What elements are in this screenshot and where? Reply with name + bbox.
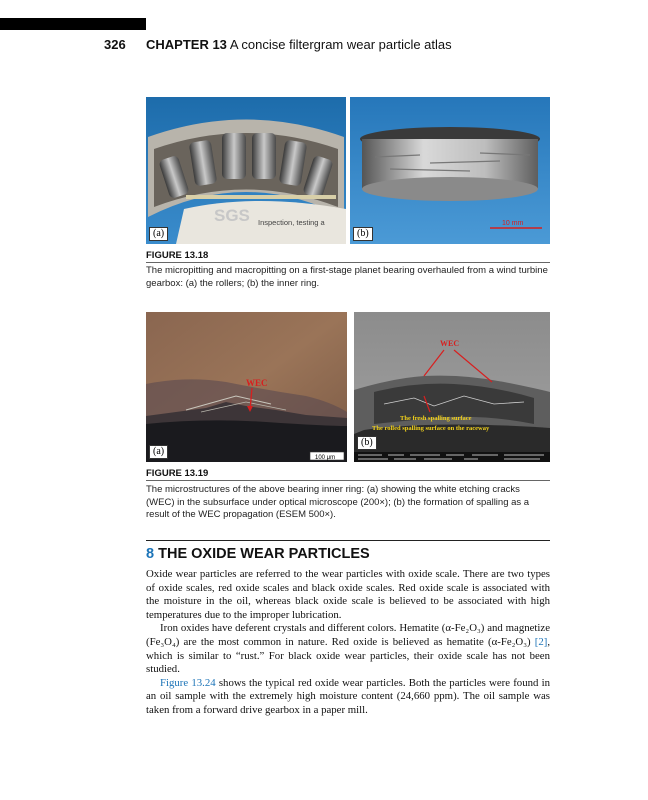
figure-13-18-title: FIGURE 13.18 bbox=[146, 250, 209, 261]
reference-link[interactable]: [2] bbox=[534, 635, 548, 648]
hematite-formula: α-Fe₂O₃ bbox=[491, 635, 527, 648]
hematite-formula: α-Fe₂O₃ bbox=[445, 622, 481, 635]
magnetite-formula: Fe₃O₄ bbox=[149, 635, 176, 648]
panel-label: (a) bbox=[149, 445, 168, 459]
figure-13-19-title: FIGURE 13.19 bbox=[146, 468, 209, 479]
fig-13-19a-photo bbox=[146, 312, 347, 462]
spall-text-rolled: The rolled spalling surface on the raceway bbox=[372, 425, 490, 432]
paragraph-2 bbox=[146, 622, 550, 676]
figure-link[interactable]: Figure 13.24 bbox=[160, 676, 216, 689]
chapter-title: A concise filtergram wear particle atlas bbox=[229, 37, 452, 52]
sgs-logo-text: SGS bbox=[214, 206, 250, 225]
spall-text-fresh: The fresh spalling surface bbox=[400, 415, 472, 422]
section-number: 8 bbox=[146, 546, 155, 562]
figure-13-19-caption: The microstructures of the above bearing inner ring: (a) showing the white etching cracks (WEC) in the subsurface under optical microscope (200×); (b) the formation of spalling as a result of the WEC propagation (ESEM 500×). bbox=[146, 484, 530, 520]
text-run: ) and magnetize ( bbox=[146, 622, 550, 648]
section-rule bbox=[146, 540, 550, 541]
paragraph-1: Oxide wear particles are referred to the wear particles with oxide scale. There are two types of oxide scales, red oxide scales and black oxide scales. Red oxide scale is associated with the moisture in the oil, whereas black oxide scale is believed to be associated with high temperatures due to the improper lubrication. bbox=[146, 568, 550, 621]
panel-label: (a) bbox=[149, 227, 168, 241]
chapter-header bbox=[146, 37, 452, 52]
text-run: , which is similar to “rust.” For black oxide wear particles, their oxide scale has not been studied. bbox=[146, 635, 551, 676]
fig-13-19b-photo bbox=[354, 312, 550, 462]
paragraph-3 bbox=[146, 677, 550, 718]
figure-rule bbox=[146, 262, 550, 263]
figure-rule bbox=[146, 480, 550, 481]
section-heading bbox=[146, 546, 370, 562]
section-title: THE OXIDE WEAR PARTICLES bbox=[158, 546, 370, 562]
chapter-label: CHAPTER 13 bbox=[146, 37, 227, 52]
inner-ring-image bbox=[350, 97, 550, 244]
section-body bbox=[146, 568, 550, 718]
fig-13-18b-photo bbox=[350, 97, 550, 244]
sticker-text: Inspection, testing a bbox=[258, 218, 325, 227]
scale-bar-text: 10 mm bbox=[502, 220, 524, 227]
text-run: ) bbox=[526, 635, 535, 648]
text-run: Iron oxides have deferent crystals and different colors. Hematite ( bbox=[160, 622, 446, 635]
scale-bar-text: 100 μm bbox=[315, 455, 336, 461]
page-number: 326 bbox=[104, 37, 126, 52]
panel-label: (b) bbox=[357, 436, 377, 450]
wec-annotation: WEC bbox=[246, 378, 268, 388]
figure-13-18-caption: The micropitting and macropitting on a first-stage planet bearing overhauled from a wind turbine gearbox: (a) the rollers; (b) the inner ring. bbox=[146, 265, 548, 289]
text-run: ) are the most common in nature. Red oxide is believed as hematite ( bbox=[175, 635, 492, 648]
text-run: shows the typical red oxide wear particles. Both the particles were found in an oil sample with the extremely high moisture content (24,660 ppm). The oil sample was taken from a forward drive gearbox in a paper mill. bbox=[146, 676, 550, 716]
bearing-rollers-image bbox=[146, 97, 346, 244]
wec-annotation: WEC bbox=[440, 339, 460, 348]
panel-label: (b) bbox=[353, 227, 373, 241]
optical-micrograph-image bbox=[146, 312, 347, 462]
esem-micrograph-image bbox=[354, 312, 550, 462]
header-bar bbox=[0, 18, 146, 30]
fig-13-18a-photo bbox=[146, 97, 346, 244]
